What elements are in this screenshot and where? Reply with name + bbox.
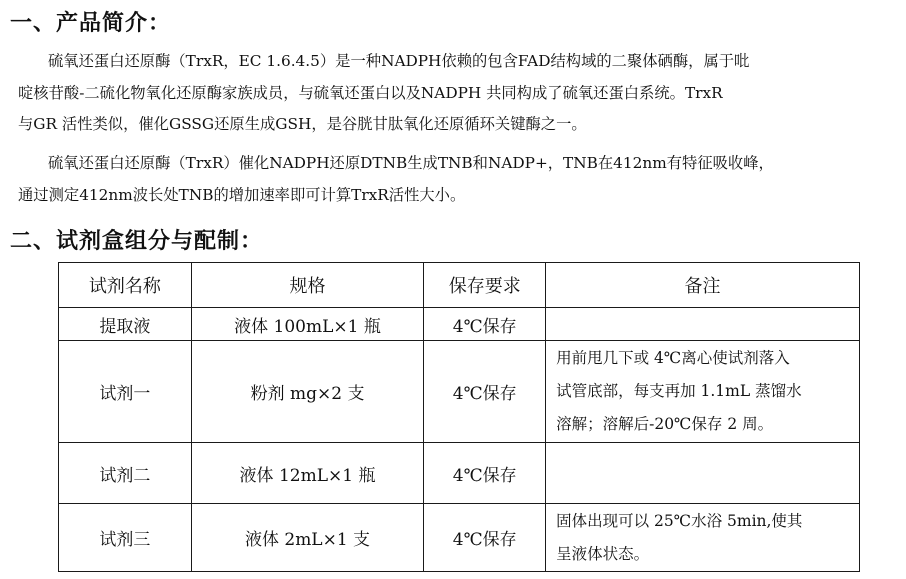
note-line: 用前甩几下或 4℃离心使试剂落入 bbox=[556, 349, 790, 367]
reagent-name-cell: 提取液 bbox=[59, 308, 192, 341]
note-cell bbox=[546, 443, 860, 504]
note-cell bbox=[546, 341, 860, 443]
reagent-name-cell: 试剂一 bbox=[59, 341, 192, 443]
section-heading-product-intro: 一、产品简介： bbox=[10, 11, 172, 36]
table-row bbox=[59, 504, 860, 572]
storage-cell: 4℃保存 bbox=[424, 443, 546, 504]
paragraph-line: 啶核苷酸-二硫化物氧化还原酶家族成员，与硫氧还蛋白以及NADPH 共同构成了硫氧还蛋白系统。TrxR bbox=[18, 83, 723, 102]
header-storage: 保存要求 bbox=[424, 263, 546, 308]
reagent-name-cell: 试剂三 bbox=[59, 504, 192, 572]
intro-paragraph-1 bbox=[18, 46, 898, 141]
header-notes: 备注 bbox=[546, 263, 860, 308]
storage-cell: 4℃保存 bbox=[424, 341, 546, 443]
storage-cell: 4℃保存 bbox=[424, 504, 546, 572]
note-line: 试管底部，每支再加 1.1mL 蒸馏水 bbox=[556, 382, 802, 400]
paragraph-line: 与GR 活性类似，催化GSSG还原生成GSH，是谷胱甘肽氧化还原循环关键酶之一。 bbox=[18, 115, 587, 133]
table-header-row bbox=[59, 263, 860, 308]
header-reagent-name: 试剂名称 bbox=[59, 263, 192, 308]
note-cell bbox=[546, 308, 860, 341]
spec-cell: 液体 12mL×1 瓶 bbox=[191, 443, 424, 504]
table-row bbox=[59, 341, 860, 443]
spec-cell: 粉剂 mg×2 支 bbox=[191, 341, 424, 443]
paragraph-line: 硫氧还蛋白还原酶（TrxR）催化NADPH还原DTNB生成TNB和NADP+，TNB在412nm有特征吸收峰， bbox=[48, 154, 774, 172]
note-cell bbox=[546, 504, 860, 572]
paragraph-line: 硫氧还蛋白还原酶（TrxR，EC 1.6.4.5）是一种NADPH依赖的包含FAD结构域的二聚体硒酶，属于吡 bbox=[48, 52, 750, 70]
header-specification: 规格 bbox=[191, 263, 424, 308]
spec-cell: 液体 100mL×1 瓶 bbox=[191, 308, 424, 341]
kit-components-table bbox=[58, 262, 860, 572]
spec-cell: 液体 2mL×1 支 bbox=[191, 504, 424, 572]
table-row bbox=[59, 443, 860, 504]
reagent-name-cell: 试剂二 bbox=[59, 443, 192, 504]
paragraph-line: 通过测定412nm波长处TNB的增加速率即可计算TrxR活性大小。 bbox=[18, 185, 466, 204]
intro-paragraph-2 bbox=[18, 148, 898, 211]
table-row bbox=[59, 308, 860, 341]
note-line: 呈液体状态。 bbox=[556, 544, 650, 563]
storage-cell: 4℃保存 bbox=[424, 308, 546, 341]
note-line: 溶解；溶解后-20℃保存 2 周。 bbox=[556, 415, 774, 433]
section-heading-kit-components: 二、试剂盒组分与配制： bbox=[10, 229, 264, 254]
note-line: 固体出现可以 25℃水浴 5min,使其 bbox=[556, 511, 803, 530]
